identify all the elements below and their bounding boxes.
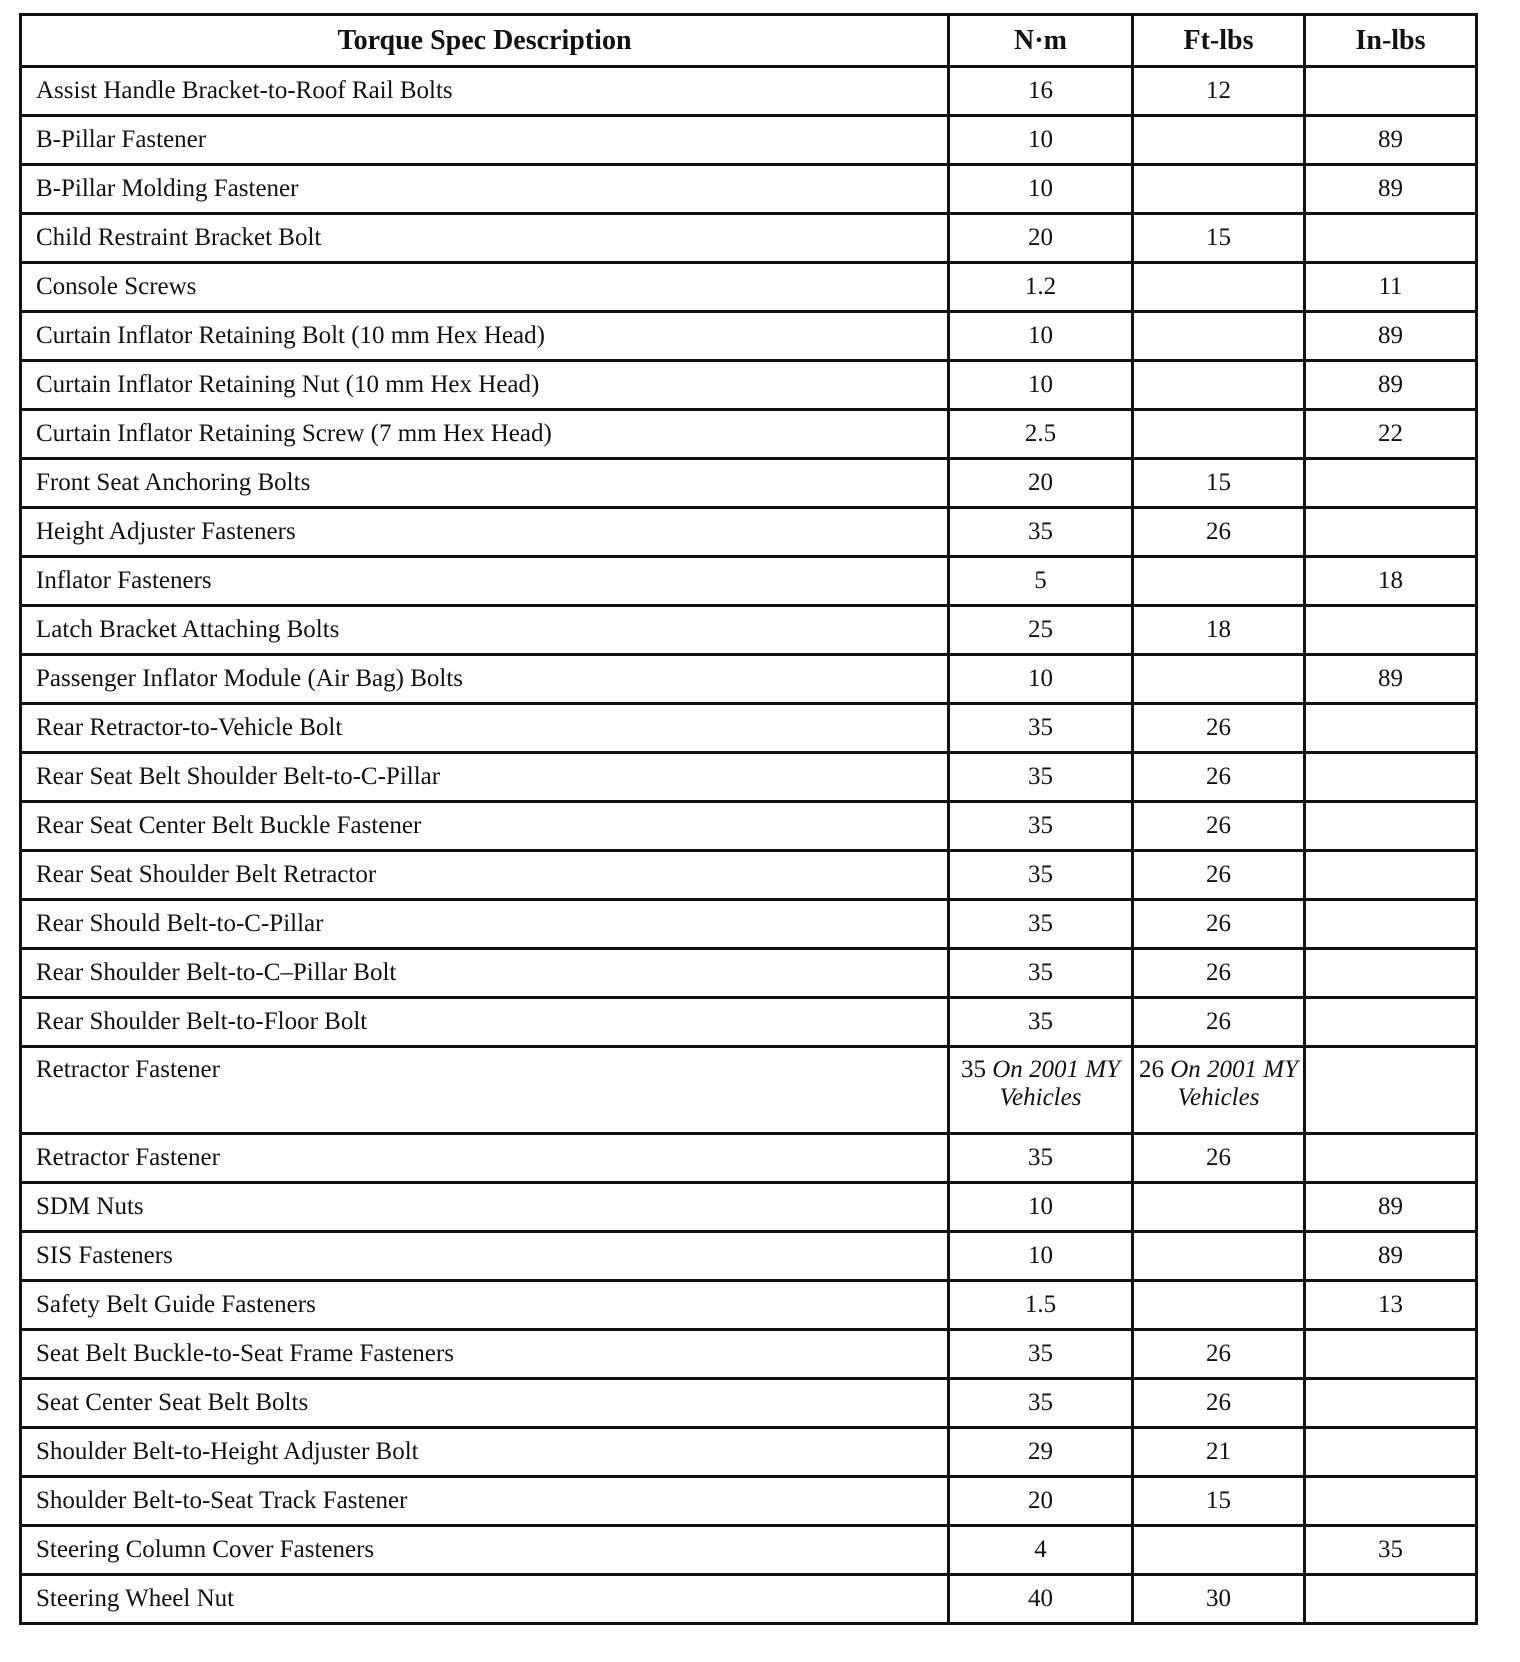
table-row [21,802,1477,851]
cell-ft-lbs [1133,1477,1305,1526]
cell-in-lbs [1305,1134,1477,1183]
cell-description-value: Curtain Inflator Retaining Bolt (10 mm Hex Head) [36,322,545,349]
cell-nm-value: 10 [1028,175,1053,202]
table-row [21,900,1477,949]
cell-nm [949,1330,1133,1379]
cell-ft-lbs [1133,704,1305,753]
cell-nm-value: 10 [1028,665,1053,692]
cell-description [21,1526,949,1575]
cell-description [21,606,949,655]
table-row [21,410,1477,459]
table-row [21,67,1477,116]
table-row [21,263,1477,312]
cell-in-lbs-value: 89 [1378,322,1403,349]
cell-ft-lbs-value: 26 [1206,812,1231,839]
cell-description-value: Rear Shoulder Belt-to-Floor Bolt [36,1008,368,1035]
cell-description-value: Seat Center Seat Belt Bolts [36,1389,309,1416]
table-row [21,1232,1477,1281]
table-row [21,1281,1477,1330]
cell-ft-lbs [1133,67,1305,116]
cell-ft-lbs [1133,508,1305,557]
cell-description-value: Retractor Fastener [36,1056,220,1083]
cell-ft-lbs [1133,1232,1305,1281]
cell-in-lbs-value: 13 [1378,1291,1403,1318]
cell-description [21,459,949,508]
cell-in-lbs [1305,1477,1477,1526]
cell-nm-value: 25 [1028,616,1053,643]
cell-in-lbs [1305,1575,1477,1624]
cell-description [21,1183,949,1232]
cell-nm [949,1428,1133,1477]
cell-in-lbs-value: 89 [1378,371,1403,398]
cell-in-lbs-value: 89 [1378,1193,1403,1220]
cell-description [21,165,949,214]
cell-in-lbs-value: 89 [1378,126,1403,153]
cell-description-value: Console Screws [36,273,197,300]
cell-ft-lbs [1133,1281,1305,1330]
cell-in-lbs [1305,165,1477,214]
cell-nm-value: 10 [1028,126,1053,153]
cell-nm [949,753,1133,802]
cell-ft-lbs [1133,1047,1305,1134]
cell-description [21,361,949,410]
cell-description [21,410,949,459]
cell-nm-value: 35 [1028,1144,1053,1171]
cell-in-lbs [1305,557,1477,606]
cell-ft-lbs-note: On 2001 MY Vehicles [1170,1056,1299,1111]
cell-description [21,655,949,704]
cell-description [21,1047,949,1134]
cell-in-lbs-value: 89 [1378,1242,1403,1269]
cell-ft-lbs [1133,1575,1305,1624]
table-row [21,606,1477,655]
cell-in-lbs [1305,508,1477,557]
cell-nm-note: On 2001 MY Vehicles [992,1056,1121,1111]
cell-nm [949,802,1133,851]
cell-description-value: Rear Shoulder Belt-to-C–Pillar Bolt [36,959,397,986]
table-row [21,557,1477,606]
cell-ft-lbs [1133,606,1305,655]
cell-ft-lbs-value: 26 [1138,1056,1164,1083]
cell-description-value: SDM Nuts [36,1193,144,1220]
cell-ft-lbs [1133,1134,1305,1183]
cell-nm-value: 1.2 [1024,273,1057,300]
cell-nm [949,1477,1133,1526]
cell-in-lbs-value: 89 [1378,175,1403,202]
cell-nm-value: 35 [1028,763,1053,790]
cell-description-value: Height Adjuster Fasteners [36,518,296,545]
cell-nm-value: 35 [1028,1008,1053,1035]
cell-ft-lbs [1133,1379,1305,1428]
cell-description-value: Steering Column Cover Fasteners [36,1536,375,1563]
cell-ft-lbs [1133,165,1305,214]
cell-ft-lbs [1133,1428,1305,1477]
cell-ft-lbs [1133,949,1305,998]
table-row [21,1379,1477,1428]
cell-nm-value: 35 [1028,714,1053,741]
cell-description-value: Front Seat Anchoring Bolts [36,469,311,496]
cell-description-value: Rear Should Belt-to-C-Pillar [36,910,324,937]
cell-nm-value: 10 [1028,1242,1053,1269]
cell-description [21,214,949,263]
cell-in-lbs [1305,1379,1477,1428]
header-description: Torque Spec Description [21,15,949,67]
table-row [21,753,1477,802]
cell-nm [949,851,1133,900]
cell-ft-lbs [1133,900,1305,949]
cell-nm-value: 35 [1028,959,1053,986]
cell-in-lbs [1305,753,1477,802]
table-row [21,312,1477,361]
cell-nm-value: 35 [1028,1340,1053,1367]
cell-ft-lbs [1133,410,1305,459]
cell-in-lbs [1305,312,1477,361]
cell-description-value: Curtain Inflator Retaining Nut (10 mm Hex Head) [36,371,540,398]
cell-description-value: Shoulder Belt-to-Height Adjuster Bolt [36,1438,419,1465]
cell-ft-lbs [1133,459,1305,508]
cell-in-lbs [1305,1526,1477,1575]
table-row [21,1134,1477,1183]
cell-description [21,1134,949,1183]
table-row [21,998,1477,1047]
cell-nm [949,557,1133,606]
cell-in-lbs-value: 22 [1378,420,1403,447]
cell-ft-lbs [1133,998,1305,1047]
cell-nm [949,606,1133,655]
cell-ft-lbs-value: 21 [1206,1438,1231,1465]
cell-nm [949,459,1133,508]
cell-nm-value: 10 [1028,371,1053,398]
cell-description-value: Assist Handle Bracket-to-Roof Rail Bolts [36,77,453,104]
cell-nm-value: 35 [1028,1389,1053,1416]
cell-nm-value: 5 [1034,567,1047,594]
cell-nm [949,116,1133,165]
torque-spec-table [19,13,1478,1625]
cell-nm [949,361,1133,410]
cell-description-value: Latch Bracket Attaching Bolts [36,616,340,643]
cell-ft-lbs [1133,753,1305,802]
cell-nm [949,263,1133,312]
cell-nm-value: 29 [1028,1438,1053,1465]
cell-ft-lbs-value: 26 [1206,1008,1231,1035]
cell-description-value: Inflator Fasteners [36,567,212,594]
cell-in-lbs [1305,263,1477,312]
cell-ft-lbs [1133,361,1305,410]
cell-in-lbs [1305,1330,1477,1379]
cell-nm [949,67,1133,116]
cell-description [21,1330,949,1379]
cell-nm-value: 2.5 [1024,420,1057,447]
cell-nm-value: 10 [1028,322,1053,349]
cell-description [21,851,949,900]
cell-nm [949,214,1133,263]
cell-in-lbs [1305,998,1477,1047]
cell-ft-lbs-value: 26 [1206,1389,1231,1416]
cell-in-lbs [1305,214,1477,263]
header-in-lbs: In-lbs [1305,15,1477,67]
table-row [21,1047,1477,1134]
cell-nm-value: 1.5 [1024,1291,1057,1318]
cell-ft-lbs [1133,1330,1305,1379]
cell-description-value: Shoulder Belt-to-Seat Track Fastener [36,1487,408,1514]
table-row [21,1183,1477,1232]
cell-in-lbs [1305,361,1477,410]
cell-ft-lbs [1133,263,1305,312]
cell-description-value: Rear Seat Shoulder Belt Retractor [36,861,377,888]
cell-nm [949,165,1133,214]
cell-description [21,704,949,753]
cell-in-lbs [1305,116,1477,165]
table-row [21,361,1477,410]
cell-ft-lbs [1133,655,1305,704]
cell-in-lbs [1305,900,1477,949]
cell-nm [949,1281,1133,1330]
cell-description [21,1428,949,1477]
cell-description-value: Rear Seat Belt Shoulder Belt-to-C-Pillar [36,763,441,790]
cell-ft-lbs-value: 26 [1206,763,1231,790]
cell-nm-value: 40 [1028,1585,1053,1612]
cell-ft-lbs-value: 15 [1206,469,1231,496]
cell-description-value: Rear Retractor-to-Vehicle Bolt [36,714,343,741]
cell-description [21,312,949,361]
cell-ft-lbs-value: 26 [1206,1340,1231,1367]
cell-in-lbs [1305,851,1477,900]
cell-in-lbs [1305,1183,1477,1232]
cell-nm [949,704,1133,753]
cell-ft-lbs-value: 30 [1206,1585,1231,1612]
cell-nm [949,1575,1133,1624]
cell-in-lbs-value: 11 [1378,273,1403,300]
cell-in-lbs [1305,1428,1477,1477]
cell-in-lbs [1305,1232,1477,1281]
cell-nm-value: 16 [1028,77,1053,104]
cell-nm-value: 10 [1028,1193,1053,1220]
cell-nm [949,1379,1133,1428]
cell-description-value: B-Pillar Fastener [36,126,207,153]
cell-ft-lbs-value: 12 [1206,77,1231,104]
cell-nm [949,1232,1133,1281]
cell-description [21,263,949,312]
cell-description-value: Child Restraint Bracket Bolt [36,224,322,251]
table-row [21,116,1477,165]
cell-in-lbs-value: 18 [1378,567,1403,594]
cell-nm [949,655,1133,704]
cell-nm [949,900,1133,949]
cell-nm [949,1183,1133,1232]
table-row [21,704,1477,753]
cell-ft-lbs-value: 26 [1206,714,1231,741]
table-row [21,459,1477,508]
cell-ft-lbs [1133,557,1305,606]
cell-nm [949,312,1133,361]
table-row [21,508,1477,557]
cell-nm-value: 20 [1028,224,1053,251]
cell-ft-lbs [1133,214,1305,263]
cell-description [21,1477,949,1526]
cell-nm-value: 35 [1028,910,1053,937]
cell-nm [949,949,1133,998]
table-row [21,1330,1477,1379]
table-row [21,1428,1477,1477]
cell-description [21,900,949,949]
table-row [21,214,1477,263]
cell-ft-lbs-value: 26 [1206,518,1231,545]
cell-in-lbs [1305,1047,1477,1134]
cell-description-value: Safety Belt Guide Fasteners [36,1291,316,1318]
cell-in-lbs [1305,459,1477,508]
cell-in-lbs [1305,704,1477,753]
cell-nm-value: 35 [960,1056,986,1083]
cell-nm [949,998,1133,1047]
cell-description [21,67,949,116]
cell-in-lbs [1305,606,1477,655]
cell-description-value: B-Pillar Molding Fastener [36,175,299,202]
cell-description-value: Passenger Inflator Module (Air Bag) Bolts [36,665,464,692]
cell-ft-lbs [1133,312,1305,361]
cell-description-value: Seat Belt Buckle-to-Seat Frame Fasteners [36,1340,454,1367]
cell-nm [949,1134,1133,1183]
cell-in-lbs [1305,655,1477,704]
cell-description [21,557,949,606]
table-row [21,655,1477,704]
cell-nm-value: 4 [1034,1536,1047,1563]
cell-ft-lbs-value: 15 [1206,224,1231,251]
cell-in-lbs-value: 89 [1378,665,1403,692]
cell-ft-lbs [1133,1183,1305,1232]
cell-nm-value: 20 [1028,469,1053,496]
cell-ft-lbs [1133,851,1305,900]
cell-description [21,753,949,802]
cell-description-value: Rear Seat Center Belt Buckle Fastener [36,812,422,839]
table-row [21,1575,1477,1624]
cell-description [21,508,949,557]
cell-in-lbs [1305,1281,1477,1330]
cell-description [21,1232,949,1281]
cell-ft-lbs-value: 26 [1206,910,1231,937]
table-row [21,949,1477,998]
cell-ft-lbs-value: 26 [1206,861,1231,888]
cell-description-value: Retractor Fastener [36,1144,220,1171]
cell-description-value: Curtain Inflator Retaining Screw (7 mm Hex Head) [36,420,552,447]
table-row [21,165,1477,214]
cell-description [21,802,949,851]
cell-nm-value: 35 [1028,861,1053,888]
cell-ft-lbs-value: 18 [1206,616,1231,643]
cell-in-lbs-value: 35 [1378,1536,1403,1563]
cell-ft-lbs-value: 26 [1206,1144,1231,1171]
cell-ft-lbs [1133,1526,1305,1575]
cell-description [21,949,949,998]
cell-nm-value: 20 [1028,1487,1053,1514]
cell-nm [949,508,1133,557]
header-nm: N·m [949,15,1133,67]
cell-ft-lbs [1133,802,1305,851]
cell-nm [949,410,1133,459]
cell-description [21,1575,949,1624]
cell-in-lbs [1305,802,1477,851]
cell-nm-value: 35 [1028,518,1053,545]
cell-nm [949,1047,1133,1134]
cell-ft-lbs [1133,116,1305,165]
cell-description [21,998,949,1047]
header-ft-lbs: Ft-lbs [1133,15,1305,67]
cell-description [21,1281,949,1330]
cell-ft-lbs-value: 15 [1206,1487,1231,1514]
cell-in-lbs [1305,410,1477,459]
table-row [21,1526,1477,1575]
cell-description [21,1379,949,1428]
cell-in-lbs [1305,949,1477,998]
header-row [21,15,1477,67]
cell-description [21,116,949,165]
table-row [21,1477,1477,1526]
table-row [21,851,1477,900]
cell-ft-lbs-value: 26 [1206,959,1231,986]
cell-in-lbs [1305,67,1477,116]
cell-description-value: Steering Wheel Nut [36,1585,235,1612]
cell-nm-value: 35 [1028,812,1053,839]
cell-description-value: SIS Fasteners [36,1242,173,1269]
cell-nm [949,1526,1133,1575]
